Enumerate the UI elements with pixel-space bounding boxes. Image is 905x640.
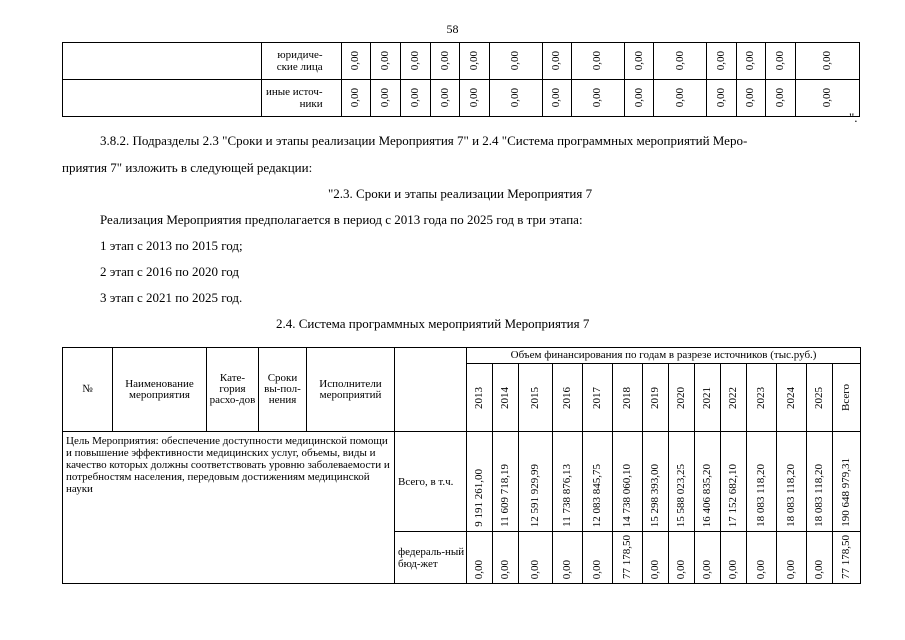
year-label: 2015 — [529, 386, 541, 409]
value-text: 0,00 — [438, 51, 451, 71]
value-text: 0,00 — [349, 88, 362, 108]
section-2-4-heading: 2.4. Система программных мероприятий Мероприятия 7 — [276, 316, 590, 331]
amount-cell — [695, 532, 721, 584]
value-text: 0,00 — [632, 88, 645, 108]
year-header — [833, 364, 861, 432]
value-text: 0,00 — [408, 88, 421, 108]
year-header — [807, 364, 833, 432]
value-text: 0,00 — [408, 51, 421, 71]
amount-text: 0,00 — [649, 559, 661, 579]
amount-cell — [583, 432, 613, 532]
amount-cell — [643, 432, 669, 532]
amount-cell — [807, 432, 833, 532]
amount-text: 0,00 — [591, 559, 603, 579]
amount-text: 0,00 — [813, 559, 825, 579]
year-header — [583, 364, 613, 432]
year-header — [695, 364, 721, 432]
amount-cell — [777, 432, 807, 532]
value-cell — [341, 80, 371, 117]
value-text: 0,00 — [591, 88, 604, 108]
value-text: 0,00 — [774, 51, 787, 71]
amount-cell — [833, 432, 861, 532]
year-label: 2022 — [727, 386, 739, 409]
amount-text: 0,00 — [529, 559, 541, 579]
amount-cell — [643, 532, 669, 584]
amount-text: 11 609 718,19 — [499, 464, 511, 527]
header-financing: Объем финансирования по годам в разрезе источников (тыс.руб.) — [467, 348, 861, 364]
header-terms: Сроки вы-пол-нения — [259, 348, 307, 432]
value-text: 0,00 — [714, 51, 727, 71]
page-number: 58 — [446, 22, 459, 36]
header-number: № — [63, 348, 113, 432]
amount-cell — [493, 432, 519, 532]
program-activities-table — [62, 347, 861, 584]
section-2-3-heading: "2.3. Сроки и этапы реализации Мероприятия 7 — [328, 186, 593, 201]
amount-text: 0,00 — [675, 559, 687, 579]
value-cell — [460, 80, 490, 117]
amount-cell — [519, 532, 553, 584]
year-label: 2019 — [649, 386, 661, 409]
paragraph-3-8-2-line2: приятия 7" изложить в следующей редакции: — [62, 160, 313, 175]
amount-text: 0,00 — [561, 559, 573, 579]
value-cell — [572, 80, 625, 117]
value-cell — [460, 43, 490, 80]
amount-text: 18 083 118,20 — [813, 464, 825, 527]
amount-cell — [553, 432, 583, 532]
amount-text: 0,00 — [755, 559, 767, 579]
amount-text: 0,00 — [473, 559, 485, 579]
value-text: 0,00 — [509, 51, 522, 71]
year-header — [613, 364, 643, 432]
value-cell — [706, 80, 736, 117]
amount-text: 12 591 929,99 — [529, 463, 541, 527]
stage-3-text: 3 этап с 2021 по 2025 год. — [100, 290, 243, 305]
funding-source-label: иные источ-ники — [261, 80, 341, 117]
value-cell — [542, 43, 572, 80]
value-cell — [341, 43, 371, 80]
header-expense-category: Кате-гория расхо-дов — [207, 348, 259, 432]
year-label: 2025 — [813, 386, 825, 409]
value-cell — [654, 43, 707, 80]
amount-cell — [777, 532, 807, 584]
amount-cell — [807, 532, 833, 584]
amount-text: 14 738 060,10 — [621, 463, 633, 527]
value-cell — [706, 43, 736, 80]
value-text: 0,00 — [673, 51, 686, 71]
year-label: 2013 — [473, 386, 485, 409]
amount-text: 0,00 — [785, 559, 797, 579]
amount-cell — [467, 432, 493, 532]
amount-cell — [669, 532, 695, 584]
amount-text: 17 152 682,10 — [727, 463, 739, 527]
value-cell — [371, 43, 401, 80]
value-cell — [490, 80, 543, 117]
value-text: 0,00 — [509, 88, 522, 108]
year-label: 2024 — [785, 386, 797, 409]
amount-text: 190 648 979,31 — [840, 458, 853, 527]
year-label: 2014 — [499, 386, 511, 409]
value-cell — [766, 80, 796, 117]
value-text: 0,00 — [550, 88, 563, 108]
amount-text: 0,00 — [499, 559, 511, 579]
value-cell — [371, 80, 401, 117]
value-cell — [654, 80, 707, 117]
value-cell — [542, 80, 572, 117]
stage-2-text: 2 этап с 2016 по 2020 год — [100, 264, 239, 279]
amount-cell — [669, 432, 695, 532]
year-label: 2018 — [621, 386, 633, 409]
blank-cell — [63, 80, 262, 117]
amount-cell — [613, 532, 643, 584]
implementation-period-text: Реализация Мероприятия предполагается в период с 2013 года по 2025 год в три этапа: — [100, 212, 583, 227]
amount-text: 15 588 023,25 — [675, 463, 687, 527]
stage-1-text: 1 этап с 2013 по 2015 год; — [100, 238, 243, 253]
year-label: 2023 — [755, 386, 767, 409]
amount-text: 0,00 — [727, 559, 739, 579]
goal-cell: Цель Мероприятия: обеспечение доступности медицинской помощи и повышение эффективности медицинских услуг, объемы, виды и качество которых должны соответствовать уровню заболеваемости и потребностям населения, передовым достижениям медицинской науки — [63, 432, 395, 584]
value-text: 0,00 — [714, 88, 727, 108]
closing-quote: ". — [849, 110, 858, 125]
funding-source-label: юридиче-ские лица — [261, 43, 341, 80]
amount-cell — [467, 532, 493, 584]
amount-cell — [833, 532, 861, 584]
amount-text: 16 406 835,20 — [701, 463, 713, 527]
amount-cell — [583, 532, 613, 584]
blank-cell — [63, 43, 262, 80]
value-text: 0,00 — [438, 88, 451, 108]
value-cell — [796, 43, 860, 80]
value-text: 0,00 — [468, 51, 481, 71]
year-header — [777, 364, 807, 432]
amount-text: 11 738 876,13 — [561, 464, 573, 527]
year-header — [493, 364, 519, 432]
year-header — [519, 364, 553, 432]
amount-cell — [747, 532, 777, 584]
year-header — [467, 364, 493, 432]
year-header — [721, 364, 747, 432]
year-label: 2021 — [701, 386, 713, 409]
value-text: 0,00 — [379, 51, 392, 71]
amount-text: 18 083 118,20 — [785, 464, 797, 527]
value-text: 0,00 — [379, 88, 392, 108]
amount-text: 12 083 845,75 — [591, 463, 603, 527]
year-label: Всего — [840, 384, 853, 411]
funding-source-label: федераль-ный бюд-жет — [395, 532, 467, 584]
amount-cell — [721, 432, 747, 532]
value-text: 0,00 — [349, 51, 362, 71]
value-text: 0,00 — [468, 88, 481, 108]
amount-cell — [553, 532, 583, 584]
amount-cell — [747, 432, 777, 532]
amount-text: 0,00 — [701, 559, 713, 579]
year-label: 2020 — [675, 386, 687, 409]
year-label: 2016 — [561, 386, 573, 409]
funding-continuation-table — [62, 42, 860, 117]
amount-text: 15 298 393,00 — [649, 463, 661, 527]
value-cell — [400, 80, 430, 117]
amount-text: 18 083 118,20 — [755, 464, 767, 527]
amount-cell — [721, 532, 747, 584]
header-activity-name: Наименование мероприятия — [113, 348, 207, 432]
value-text: 0,00 — [673, 88, 686, 108]
value-text: 0,00 — [591, 51, 604, 71]
amount-cell — [613, 432, 643, 532]
value-cell — [624, 80, 654, 117]
year-header — [553, 364, 583, 432]
amount-text: 77 178,50 — [840, 535, 853, 579]
value-text: 0,00 — [744, 88, 757, 108]
amount-text: 77 178,50 — [621, 535, 633, 579]
value-text: 0,00 — [632, 51, 645, 71]
amount-text: 9 191 261,00 — [473, 469, 485, 527]
funding-source-label: Всего, в т.ч. — [395, 432, 467, 532]
value-cell — [490, 43, 543, 80]
value-cell — [572, 43, 625, 80]
value-cell — [400, 43, 430, 80]
amount-cell — [695, 432, 721, 532]
value-cell — [766, 43, 796, 80]
amount-cell — [493, 532, 519, 584]
continuation-row — [63, 80, 860, 117]
value-text: 0,00 — [550, 51, 563, 71]
paragraph-3-8-2-line1: 3.8.2. Подразделы 2.3 "Сроки и этапы реализации Мероприятия 7" и 2.4 "Система программных мероприятий Меро- — [100, 133, 748, 148]
value-cell — [736, 43, 766, 80]
continuation-row — [63, 43, 860, 80]
amount-cell — [519, 432, 553, 532]
year-label: 2017 — [591, 386, 603, 409]
header-source-blank — [395, 348, 467, 432]
year-header — [747, 364, 777, 432]
value-text: 0,00 — [821, 88, 833, 108]
value-text: 0,00 — [744, 51, 757, 71]
value-text: 0,00 — [821, 51, 833, 71]
year-header — [643, 364, 669, 432]
value-cell — [736, 80, 766, 117]
value-text: 0,00 — [774, 88, 787, 108]
value-cell — [430, 43, 460, 80]
value-cell — [624, 43, 654, 80]
value-cell — [430, 80, 460, 117]
year-header — [669, 364, 695, 432]
header-executors: Исполнители мероприятий — [307, 348, 395, 432]
